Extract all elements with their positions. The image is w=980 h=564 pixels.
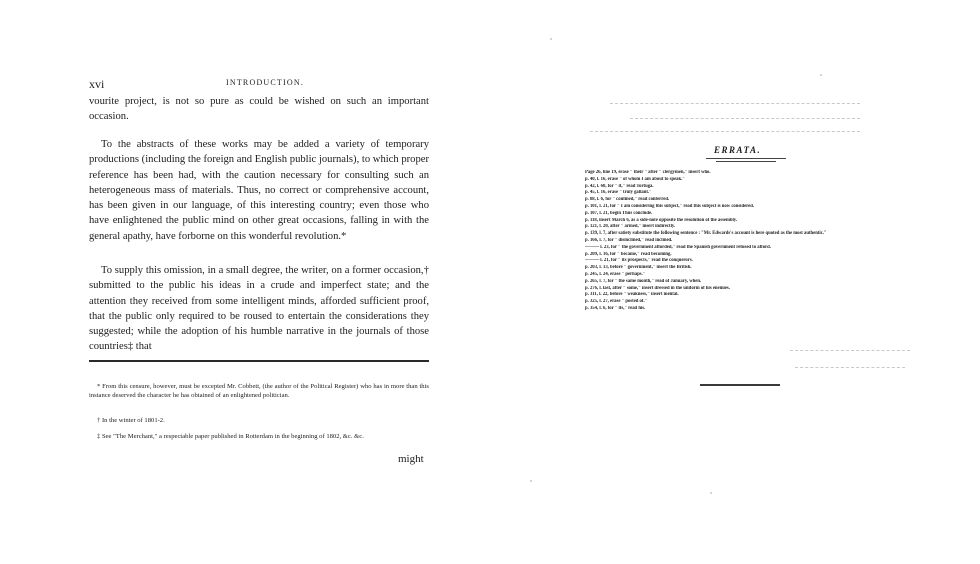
show-through-mark [630, 118, 860, 120]
paragraph-continued: vourite project, is not so pure as could be wished on such an important occasion. [89, 96, 429, 123]
errata-entry: p. 121, l. 20, after " armed," insert indirectly. [585, 224, 676, 230]
footnote-asterisk: * From this censure, however, must be excepted Mr. Cobbett, (the author of the Political Register) who has in more than this instance deserved the character he has obtained of an enlightened politician. [89, 383, 429, 400]
errata-entry: p. 311, l. 22, before " weakness," insert mental. [585, 292, 679, 298]
paper-speck [710, 492, 712, 494]
errata-list [585, 170, 870, 313]
paper-speck [550, 38, 552, 40]
paragraph-omission: To supply this omission, in a small degree, the writer, on a former occasion,† submitted to the public his ideas in a crude and imperfect state; and the attention they received from some intelligent minds, afforded sufficient proof, that the public only required to be roused to entertain the considerations they suggested; while the adoption of his humble narrative in the journals of those countries‡ that [89, 265, 429, 353]
paper-speck [820, 74, 822, 76]
errata-entry: p. 166, l. 7, for " disinclined," read inclined. [585, 237, 673, 243]
errata-entry: ——— l. 21, for " its prospects," read the conquerors. [585, 258, 693, 264]
errata-entry: p. 139, l. 7, after satiety substitute the following sentence : "Mr. Edwards's account is here quoted as the most authentic." [585, 231, 827, 237]
errata-entry: p. 118, insert March 6, as a side-note opposite the resolution of the assembly. [585, 217, 738, 223]
errata-entry: p. 203, l. 13, before " government," insert the British. [585, 265, 692, 271]
paragraph-abstracts: To the abstracts of these works may be added a variety of temporary productions (including the foreign and English public journals), to which proper reference has been had, with the caution necessary for consulting such an heterogeneous mass of materials. Thus, no correct or comprehensive account, has been given in our language, of this interesting country; even those who have enlightened the public mind on other great occasions, falling in with the general apathy, have forborne on this wonderful revolution.* [89, 139, 429, 242]
errata-entry: p. 101, l. 21, for " I am considering this subject," read this subject is now considered. [585, 203, 755, 209]
errata-entry: p. 265, l. 7, for " the same month," read of January, when. [585, 278, 702, 284]
catchword: might [398, 453, 424, 465]
errata-entry: p. 325, l. 27, erase " posted of." [585, 299, 648, 305]
errata-entry: p. 107, l. 21, begin Thus conclude. [585, 210, 653, 216]
errata-rule [716, 161, 776, 162]
errata-entry: p. 276, l. last, after " some," insert dressed in the uniform of his enemies. [585, 285, 730, 291]
errata-entry: Page 26, line 19, erase " their " after " clergymen," insert who. [585, 170, 711, 175]
errata-entry: p. 40, l. 16, erase " of whom I am about to speak." [585, 176, 685, 182]
show-through-mark [790, 350, 910, 352]
errata-entry: p. 245, l. 24, erase " perhaps." [585, 271, 646, 277]
errata-entry: p. 88, l. 6, for " confined," read conferred. [585, 197, 670, 203]
footnote-dagger: † In the winter of 1801-2. [97, 417, 165, 424]
errata-end-rule [700, 384, 780, 386]
errata-title: ERRATA. [714, 145, 762, 155]
footnote-divider [89, 360, 429, 362]
errata-entry: p. 45, l. 16, erase " truly gallant." [585, 190, 652, 196]
paper-speck [530, 480, 532, 482]
running-head: INTRODUCTION. [226, 78, 305, 87]
show-through-mark [795, 367, 905, 369]
errata-entry: p. 354, l. 6, for " its," read his. [585, 305, 646, 311]
errata-entry: p. 42, l. 60, for " it," read Tortuga. [585, 183, 654, 189]
errata-rule [706, 158, 786, 159]
show-through-mark [590, 131, 860, 133]
show-through-mark [610, 103, 860, 105]
errata-entry: ——— l. 23, for " the government afforded," read the Spanish government refused to afford. [585, 244, 771, 250]
page-number: xvi [89, 77, 105, 91]
footnote-double-dagger: ‡ See "The Merchant," a respectable paper published in Rotterdam in the beginning of 1802, &c. &c. [97, 433, 364, 440]
errata-entry: p. 209, l. 16, for " became," read becoming. [585, 251, 672, 257]
